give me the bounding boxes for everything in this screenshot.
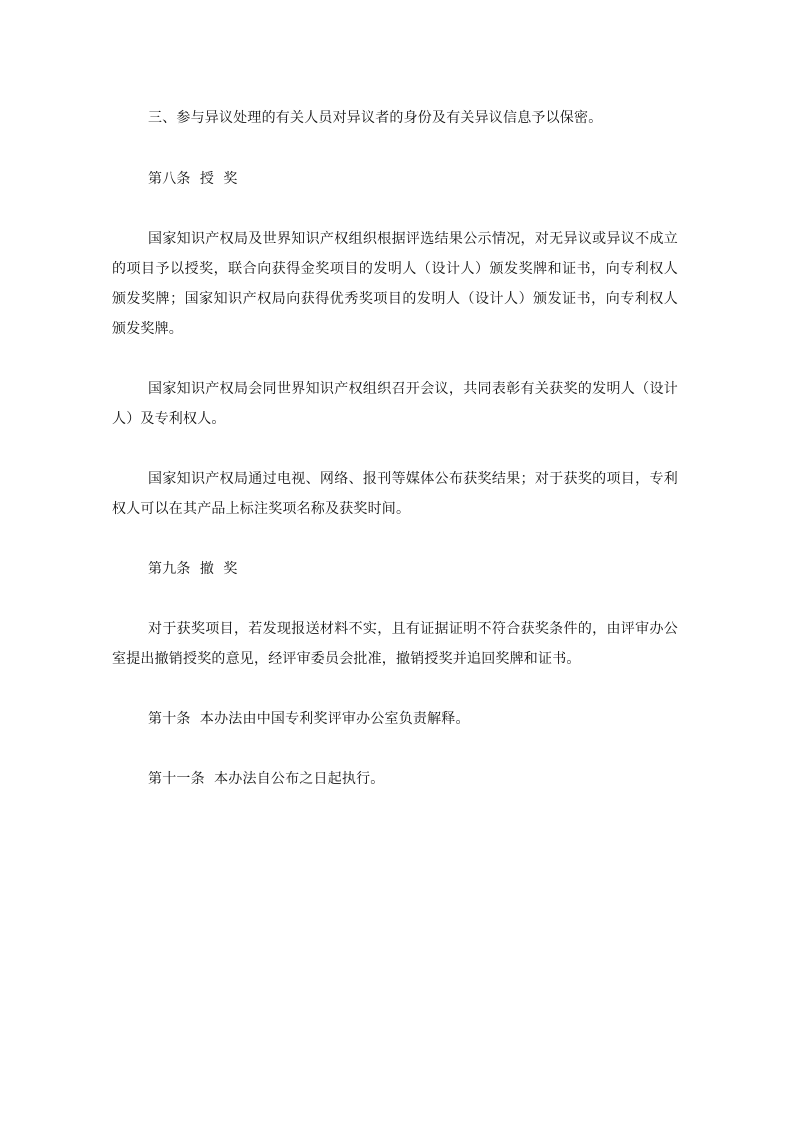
paragraph-award-revocation: 对于获奖项目，若发现报送材料不实，且有证据证明不符合获奖条件的，由评审办公室提出撤销授奖的意见，经评审委员会批准，撤销授奖并追回奖牌和证书。	[112, 621, 678, 667]
paragraph-award-granting: 国家知识产权局及世界知识产权组织根据评选结果公示情况，对无异议或异议不成立的项目予以授奖，联合向获得金奖项目的发明人（设计人）颁发奖牌和证书，向专利权人颁发奖牌；国家知识产权局向获得优秀奖项目的发明人（设计人）颁发证书，向专利权人颁发奖牌。	[112, 231, 678, 337]
article-10-heading: 第十条 本办法由中国专利奖评审办公室负责解释。	[148, 711, 470, 727]
article-8-heading: 第八条 授 奖	[148, 171, 238, 187]
paragraph-award-announcement: 国家知识产权局通过电视、网络、报刊等媒体公布获奖结果；对于获奖的项目，专利权人可以在其产品上标注奖项名称及获奖时间。	[112, 471, 678, 517]
paragraph-confidentiality: 三、参与异议处理的有关人员对异议者的身份及有关异议信息予以保密。	[148, 110, 603, 126]
article-9-heading: 第九条 撤 奖	[148, 561, 238, 577]
paragraph-award-ceremony: 国家知识产权局会同世界知识产权组织召开会议，共同表彰有关获奖的发明人（设计人）及专利权人。	[112, 381, 678, 427]
article-11-heading: 第十一条 本办法自公布之日起执行。	[148, 771, 385, 787]
